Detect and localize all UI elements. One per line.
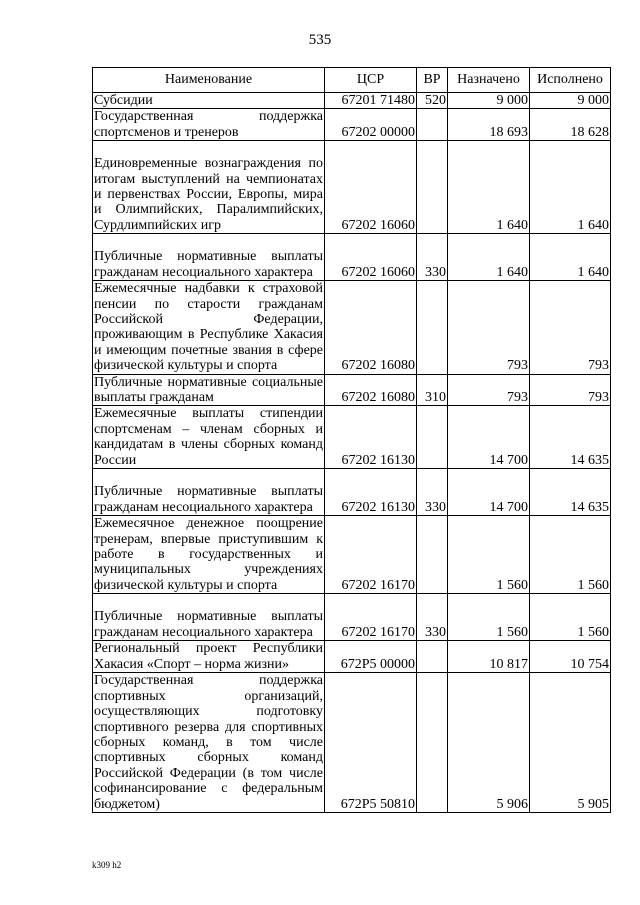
row-planned: 10 817: [448, 641, 530, 673]
row-csr: 67202 16170: [325, 594, 417, 641]
table-row: [93, 281, 611, 374]
row-vr: 330: [417, 469, 448, 516]
row-executed: 1 640: [530, 141, 611, 234]
table-row: [93, 93, 611, 109]
row-planned: 14 700: [448, 406, 530, 469]
row-planned: 793: [448, 374, 530, 406]
header-csr: ЦСР: [325, 68, 417, 93]
row-planned: 1 560: [448, 516, 530, 594]
row-vr: [417, 516, 448, 594]
row-name: Государственная поддержка спортивных организаций, осуществляющих подготовку спортивного резерва для спортивных сборных команд, в том числе спортивных сборных команд Российской Федерации (в том числе софинансирование с федеральным бюджетом): [94, 673, 323, 812]
row-planned: 14 700: [448, 469, 530, 516]
row-planned: 793: [448, 281, 530, 374]
row-vr: [417, 141, 448, 234]
row-executed: 793: [530, 281, 611, 374]
footer-code: k309 h2: [92, 860, 122, 870]
row-csr: 67202 16130: [325, 469, 417, 516]
row-csr: 67202 16060: [325, 141, 417, 234]
row-csr: 672P5 00000: [325, 641, 417, 673]
row-csr: 67202 16060: [325, 234, 417, 281]
row-executed: 9 000: [530, 93, 611, 109]
table-row: [93, 109, 611, 141]
row-name: Ежемесячные надбавки к страховой пенсии по старости гражданам Российской Федерации, проживающим в Республике Хакасия и имеющим почетные звания в сфере физической культуры и спорта: [94, 281, 323, 374]
table-row: [93, 406, 611, 469]
header-vr: ВР: [417, 68, 448, 93]
table-row: [93, 374, 611, 406]
row-executed: 14 635: [530, 406, 611, 469]
table-row: [93, 641, 611, 673]
row-name: Государственная поддержка спортсменов и тренеров: [94, 109, 323, 140]
table-row: [93, 469, 611, 516]
row-name: Региональный проект Республики Хакасия «Спорт – норма жизни»: [94, 641, 323, 672]
row-csr: 67202 16170: [325, 516, 417, 594]
row-csr: 67202 16080: [325, 281, 417, 374]
row-planned: 9 000: [448, 93, 530, 109]
row-name: Публичные нормативные выплаты гражданам несоциального характера: [93, 234, 325, 281]
row-name: Единовременные вознаграждения по итогам выступлений на чемпионатах и первенствах России, Европы, мира и Олимпийских, Паралимпийских, Сурдлимпийских игр: [93, 141, 325, 234]
row-vr: [417, 406, 448, 469]
row-planned: 5 906: [448, 672, 530, 812]
row-executed: 793: [530, 374, 611, 406]
row-csr: 67201 71480: [325, 93, 417, 109]
table-row: [93, 516, 611, 594]
row-planned: 1 640: [448, 141, 530, 234]
row-executed: 1 640: [530, 234, 611, 281]
row-vr: 330: [417, 234, 448, 281]
header-executed: Исполнено: [530, 68, 611, 93]
table-row: [93, 141, 611, 234]
row-vr: [417, 281, 448, 374]
row-vr: 310: [417, 374, 448, 406]
row-vr: [417, 641, 448, 673]
header-planned: Назначено: [448, 68, 530, 93]
row-name: Субсидии: [93, 93, 325, 109]
row-name: Ежемесячные выплаты стипендии спортсменам – членам сборных и кандидатам в члены сборных команд России: [94, 406, 323, 468]
row-csr: 672P5 50810: [325, 672, 417, 812]
row-vr: [417, 672, 448, 812]
row-vr: 520: [417, 93, 448, 109]
row-planned: 18 693: [448, 109, 530, 141]
row-csr: 67202 16080: [325, 374, 417, 406]
table-header-row: [93, 68, 611, 93]
table-row: [93, 234, 611, 281]
row-executed: 14 635: [530, 469, 611, 516]
budget-table: [92, 67, 611, 813]
table-row: [93, 594, 611, 641]
row-name: Публичные нормативные социальные выплаты гражданам: [94, 374, 323, 406]
row-vr: [417, 109, 448, 141]
row-executed: 18 628: [530, 109, 611, 141]
row-csr: 67202 00000: [325, 109, 417, 141]
row-planned: 1 560: [448, 594, 530, 641]
row-executed: 5 905: [530, 672, 611, 812]
row-planned: 1 640: [448, 234, 530, 281]
page-number: 535: [308, 32, 332, 48]
row-executed: 1 560: [530, 594, 611, 641]
row-name: Ежемесячное денежное поощрение тренерам, впервые приступившим к работе в государственных и муниципальных учреждениях физической культуры и спорта: [94, 516, 323, 593]
table-row: [93, 672, 611, 812]
row-name: Публичные нормативные выплаты гражданам несоциального характера: [93, 469, 325, 516]
header-name: Наименование: [93, 68, 325, 93]
row-executed: 1 560: [530, 516, 611, 594]
row-name: Публичные нормативные выплаты гражданам несоциального характера: [93, 594, 325, 641]
row-executed: 10 754: [530, 641, 611, 673]
row-csr: 67202 16130: [325, 406, 417, 469]
row-vr: 330: [417, 594, 448, 641]
